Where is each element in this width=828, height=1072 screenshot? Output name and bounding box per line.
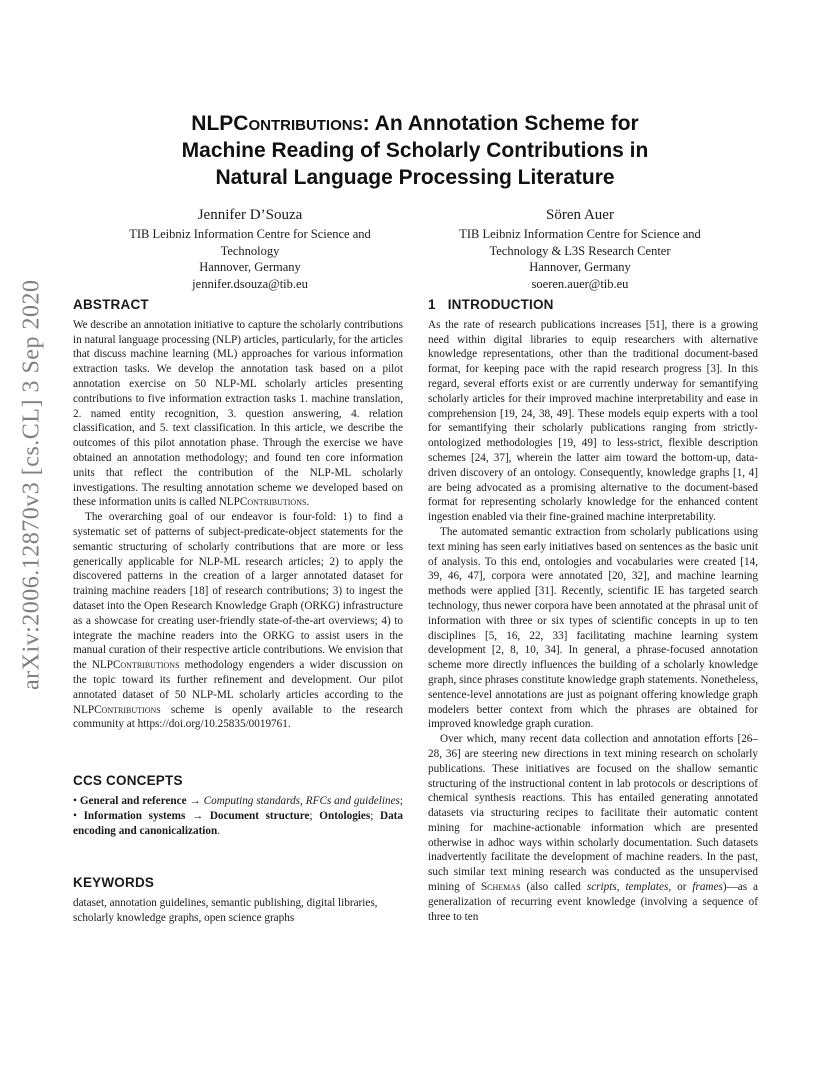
author-affiliation: Technology bbox=[220, 243, 280, 258]
author-affiliation: TIB Leibniz Information Centre for Science and bbox=[459, 227, 701, 241]
keywords-text: dataset, annotation guidelines, semantic publishing, digital libraries, scholarly knowledge graphs, open science graphs bbox=[73, 897, 378, 924]
ccs-heading: CCS CONCEPTS bbox=[73, 773, 183, 789]
intro-paragraph-1: As the rate of research publications increases [51], there is a growing need within digital libraries to equip researchers with alternative knowledge representations, other than the traditional document-based format, for keeping pace with the rapid research progress [3]. In this regard, several efforts exist or are currently underway for semantifying scholarly articles for their improved machine interpretability and ease in comprehension [19, 24, 38, 49]. These models equip experts with a tool for semantifying their scholarly publications ranging from strictly-ontologized methodologies [19, 49] to less-strict, flexible description schemes [24, 37], wherein the latter aim toward the bottom-up, data-driven discovery of an ontology. Consequently, knowledge graphs [1, 4] are being advocated as a promising alternative to the document-based format for representing scholarly knowledge for the enhanced content ingestion enabled via their fine-grained machine interpretability. bbox=[428, 318, 758, 524]
keywords-heading: KEYWORDS bbox=[73, 875, 155, 891]
introduction-heading: 1 INTRODUCTION bbox=[428, 297, 554, 312]
author-name: Sören Auer bbox=[546, 207, 614, 223]
author-email: soeren.auer@tib.eu bbox=[531, 276, 629, 291]
author-location: Hannover, Germany bbox=[199, 260, 301, 274]
author-location: Hannover, Germany bbox=[529, 260, 631, 274]
right-column bbox=[428, 298, 758, 924]
author-block-2 bbox=[440, 206, 720, 292]
abstract-paragraph-2: The overarching goal of our endeavor is four-fold: 1) to find a systematic set of patterns of subject-predicate-object statements for the semantic structuring of scholarly contributions that are more or less generically applicable for NLP-ML research articles; 2) to apply the discovered patterns in the creation of a larger annotated dataset for training machine readers [18] of research contributions; 3) to ingest the dataset into the Open Research Knowledge Graph (ORKG) infrastructure as a showcase for creating user-friendly state-of-the-art overviews; 4) to integrate the machine readers into the ORKG to assist users in the manual curation of their respective article contributions. We envision that the NLPContributions methodology engenders a wider discussion on the topic toward its further refinement and development. Our pilot annotated dataset of 50 NLP-ML scholarly articles according to the NLPContributions scheme is openly available to the research community at https://doi.org/10.25835/0019761. bbox=[73, 511, 404, 731]
abstract-paragraph-1: We describe an annotation initiative to capture the scholarly contributions in natural language processing (NLP) articles, particularly, for the articles that discuss machine learning (ML) approaches for various information extraction tasks. We develop the annotation task based on a pilot annotation exercise on 50 NLP-ML scholarly articles presenting contributions to five information extraction tasks 1. machine translation, 2. named entity recognition, 3. question answering, 4. relation classification, and 5. text classification. In this article, we describe the outcomes of this pilot annotation phase. Through the exercise we have obtained an annotation methodology; and found ten core information units that reflect the contribution of the NLP-ML scholarly investigations. The resulting annotation scheme we developed based on these information units is called NLPContributions. bbox=[73, 318, 403, 509]
title-line1-rest: : An Annotation Scheme for bbox=[362, 112, 639, 135]
author-email: jennifer.dsouza@tib.eu bbox=[192, 276, 308, 291]
ccs-concepts-text: • General and reference → Computing standards, RFCs and guidelines; • Information systems → Document structure; Ontologies; Data encoding and canonicalization. bbox=[73, 794, 403, 837]
author-name: Jennifer D’Souza bbox=[197, 207, 303, 223]
title-scheme-name: NLPContributions bbox=[191, 112, 363, 135]
intro-paragraph-2: The automated semantic extraction from scholarly publications using text mining has seen early initiatives based on sentences as the basic unit of analysis. To this end, ontologies and vocabularies were created [14, 39, 46, 47], corpora were annotated [20, 32], and machine learning methods were applied [31]. Recently, scientific IE has targeted search technology, thus newer corpora have been annotated at the phrasal unit of information with three or six types of scientific concepts in up to ten disciplines [5, 16, 22, 33] facilitating machine learning system development [2, 8, 10, 34]. In general, a phrase-focused annotation scheme more directly influences the building of a scholarly knowledge graph, since phrases constitute knowledge graph statements. Nonetheless, sentence-level annotations are just as poignant offering knowledge graph modelers better context from which the phrases are obtained for improved knowledge graph curation. bbox=[428, 525, 758, 731]
title-line3: Natural Language Processing Literature bbox=[215, 166, 615, 189]
paper-title bbox=[120, 110, 710, 191]
intro-paragraph-3: Over which, many recent data collection and annotation efforts [26–28, 36] are steering new directions in text mining research on scholarly publications. These initiatives are focused on the shallow semantic structuring of the instructional content in lab protocols or descriptions of chemical synthesis reactions. This has entailed generating annotated datasets via structuring recipes to facilitate their automatic content mining for machine-actionable information which are presented otherwise in adhoc ways within scholarly documentation. Such datasets inadvertently facilitate the development of machine readers. In the past, such similar text mining research was conducted as the unsupervised mining of Schemas (also called scripts, templates, or frames)—as a generalization of recurring event knowledge (involving a sequence of three to ten bbox=[428, 733, 758, 923]
author-affiliation: TIB Leibniz Information Centre for Science and bbox=[129, 227, 371, 241]
abstract-heading: ABSTRACT bbox=[73, 297, 149, 312]
arxiv-identifier: arXiv:2006.12870v3 [cs.CL] 3 Sep 2020 bbox=[18, 279, 45, 691]
author-affiliation: Technology & L3S Research Center bbox=[489, 243, 671, 258]
author-block-1 bbox=[110, 206, 390, 292]
left-column bbox=[73, 298, 403, 926]
title-line2: Machine Reading of Scholarly Contributions in bbox=[181, 139, 649, 162]
